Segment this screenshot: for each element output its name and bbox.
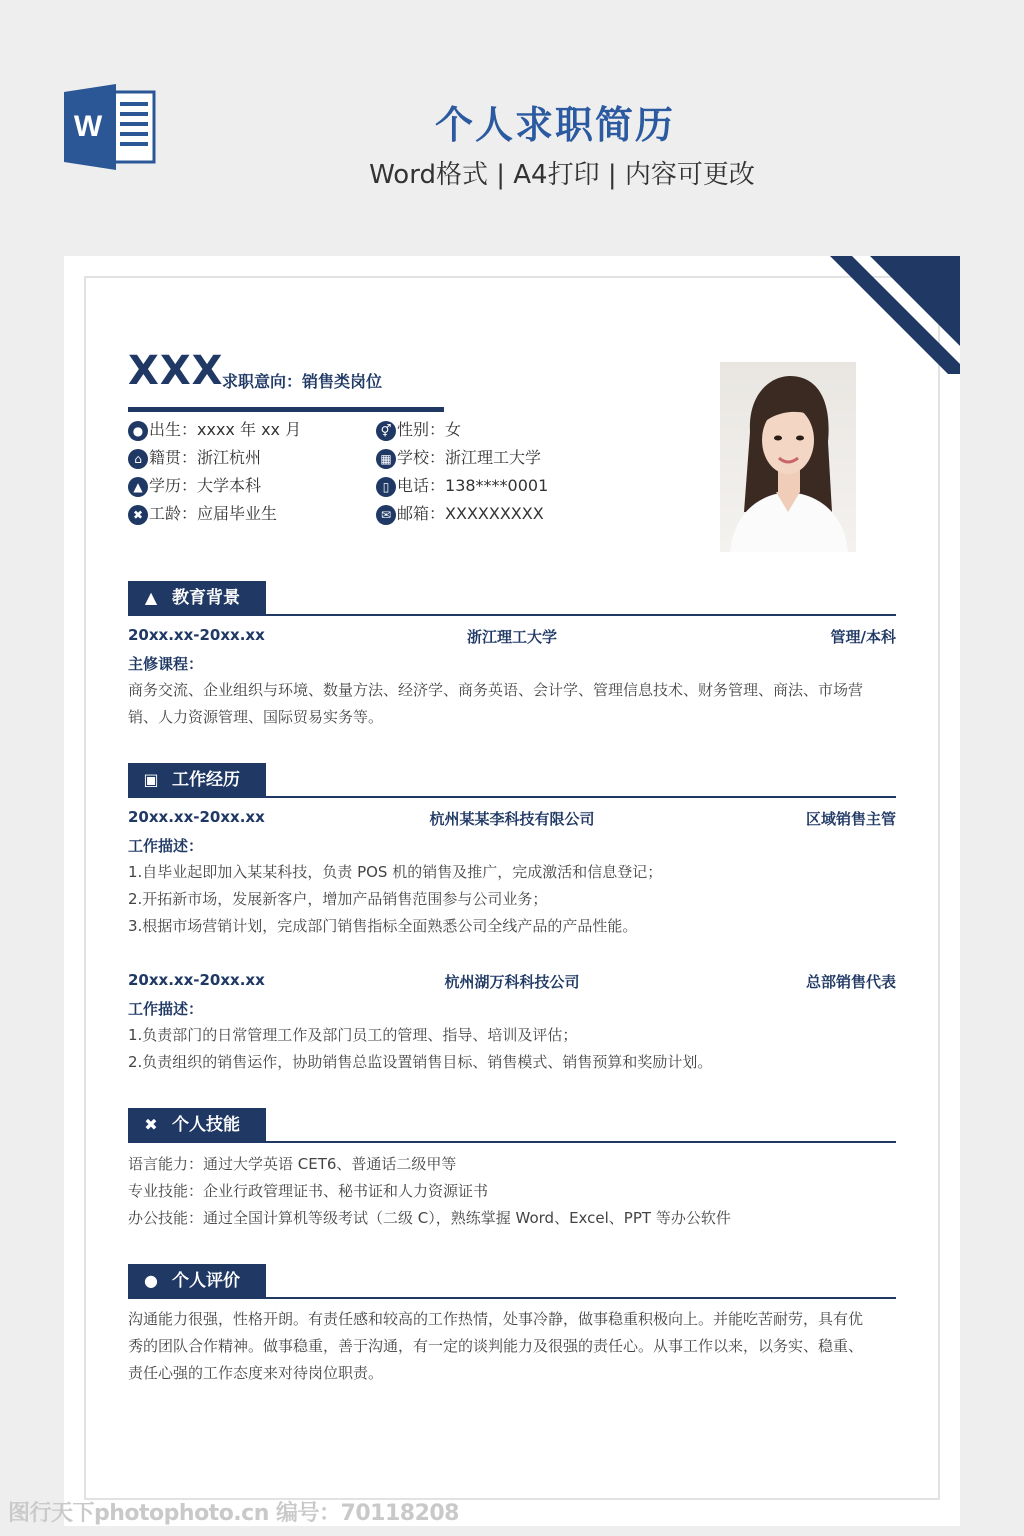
skill-item: 办公技能：通过全国计算机等级考试（二级 C），熟练掌握 Word、Excel、PPT 等办公软件	[128, 1209, 731, 1227]
resume-sheet	[64, 256, 960, 1526]
building-icon: ▦	[376, 449, 396, 469]
job-row: 20xx.xx-20xx.xx 杭州湖万科科技公司 总部销售代表	[128, 971, 896, 991]
education-row: 20xx.xx-20xx.xx 浙江理工大学 管理/本科	[128, 626, 896, 646]
courses-label: 主修课程：	[128, 655, 204, 673]
tools-icon: ✖	[144, 1115, 158, 1134]
person-icon: ●	[144, 1271, 158, 1290]
tools-icon: ✖	[128, 505, 148, 525]
info-experience: ✖ 工龄：应届毕业生	[128, 503, 277, 525]
word-logo-letter: W	[73, 110, 103, 143]
gender-icon: ⚥	[376, 421, 396, 441]
evaluation-text: 沟通能力很强，性格开朗。有责任感和较高的工作热情，处事冷静，做事稳重积极向上。并能吃苦耐劳，具有优 秀的团队合作精神。做事稳重，善于沟通，有一定的谈判能力及很强的责任心。从事工作以来，以务实、稳重、 责任心强的工作态度来对待岗位职责。	[128, 1310, 864, 1382]
info-email: ✉ 邮箱：XXXXXXXXX	[376, 503, 544, 525]
bank-icon: ⌂	[128, 449, 148, 469]
briefcase-icon: ▣	[143, 770, 159, 789]
job-intention: 求职意向：销售类岗位	[222, 372, 383, 391]
job-desc: 1.负责部门的日常管理工作及部门员工的管理、指导、培训及评估； 2.负责组织的销售运作，协助销售总监设置销售目标、销售模式、销售预算和奖励计划。	[128, 1026, 713, 1071]
section-skills-header: ✖ 个人技能	[128, 1108, 896, 1144]
job-desc-label: 工作描述：	[128, 837, 204, 855]
person-icon: ●	[128, 421, 148, 441]
graduation-cap-icon: ▲	[144, 588, 158, 607]
section-evaluation-header: ● 个人评价	[128, 1264, 896, 1300]
job-row: 20xx.xx-20xx.xx 杭州某某李科技有限公司 区域销售主管	[128, 808, 896, 828]
skills-list	[128, 1151, 896, 1232]
skill-item: 专业技能：企业行政管理证书、秘书证和人力资源证书	[128, 1182, 489, 1200]
section-education-header: ▲ 教育背景	[128, 581, 896, 617]
info-phone: ▯ 电话：138****0001	[376, 475, 548, 497]
info-hometown: ⌂ 籍贯：浙江杭州	[128, 447, 261, 469]
courses-text: 商务交流、企业组织与环境、数量方法、经济学、商务英语、会计学、管理信息技术、财务管理、商法、市场营 销、人力资源管理、国际贸易实务等。	[128, 681, 864, 726]
page-title: 个人求职简历	[434, 103, 675, 147]
candidate-name: XXX	[128, 348, 224, 394]
info-degree: ▲ 学历：大学本科	[128, 475, 261, 497]
mail-icon: ✉	[376, 505, 396, 525]
info-gender: ⚥ 性别：女	[376, 419, 461, 441]
info-school: ▦ 学校：浙江理工大学	[376, 447, 541, 469]
job-desc: 1.自毕业起即加入某某科技，负责 POS 机的销售及推广，完成激活和信息登记； 2.开拓新市场，发展新客户，增加产品销售范围参与公司业务； 3.根据市场营销计划，完成部门销售指标全面熟悉公司全线产品的产品性能。	[128, 863, 663, 935]
name-underline	[128, 407, 444, 412]
graduation-cap-icon: ▲	[128, 477, 148, 497]
watermark-text: 图行天下photophoto.cn 编号：70118208	[8, 1501, 459, 1526]
job-desc-label: 工作描述：	[128, 1000, 204, 1018]
profile-photo	[720, 362, 856, 552]
skill-item: 语言能力：通过大学英语 CET6、普通话二级甲等	[128, 1155, 457, 1173]
info-birth: ● 出生：xxxx 年 xx 月	[128, 419, 301, 441]
section-work-header: ▣ 工作经历	[128, 763, 896, 799]
page-subtitle: Word格式 | A4打印 | 内容可更改	[369, 160, 755, 190]
phone-icon: ▯	[376, 477, 396, 497]
